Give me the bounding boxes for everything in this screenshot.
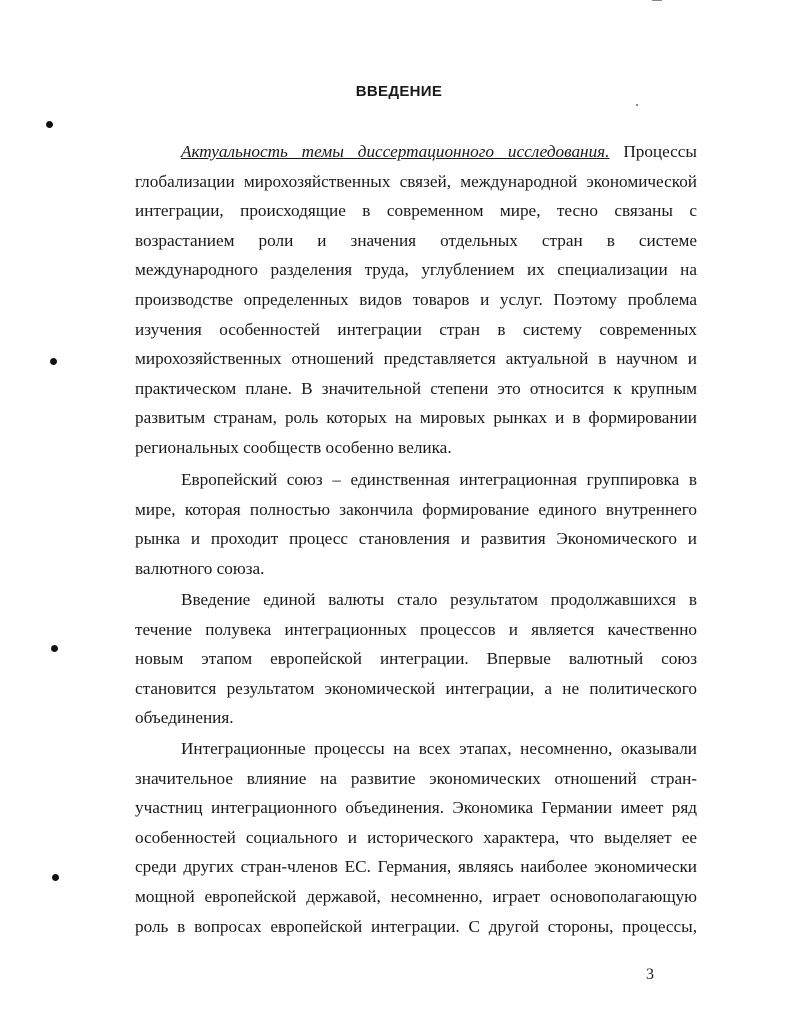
paragraph-line: мощной европейской державой, несомненно, играет основополагающую — [135, 886, 697, 906]
paragraph-eu — [135, 465, 697, 583]
paragraph-line: развитым странам, роль которых на мировых рынках и в формировании — [135, 408, 697, 428]
paragraph-line: производстве определенных видов товаров и услуг. Поэтому проблема — [135, 289, 697, 309]
page-title: ВВЕДЕНИЕ — [355, 83, 443, 100]
paragraph-line: региональных сообществ особенно велика. — [135, 437, 452, 457]
paragraph-line: объединения. — [135, 708, 234, 728]
binder-hole-mark — [51, 645, 58, 652]
binder-hole-mark — [50, 358, 57, 365]
paragraph-line: среди других стран-членов ЕС. Германия, являясь наиболее экономически — [135, 857, 697, 877]
paragraph-line: валютного союза. — [135, 558, 265, 578]
paragraph-integration — [135, 734, 697, 941]
paragraph-line: международного разделения труда, углублением их специализации на — [135, 260, 697, 280]
paragraph-line: мирохозяйственных отношений представляется актуальной в научном и — [135, 349, 697, 369]
paragraph-relevance — [135, 137, 697, 463]
paragraph-line: возрастанием роли и значения отдельных стран в системе — [135, 230, 697, 250]
paragraph-currency — [135, 585, 697, 733]
paragraph-line: мире, которая полностью закончила формирование единого внутреннего — [135, 499, 697, 519]
paragraph-line: рынка и проходит процесс становления и развития Экономического и — [135, 529, 697, 549]
paragraph-line: роль в вопросах европейской интеграции. С другой стороны, процессы, — [135, 916, 697, 936]
paragraph-line: значительное влияние на развитие экономических отношений стран- — [135, 768, 697, 788]
page-number: 3 — [646, 966, 654, 983]
text-run: Процессы — [609, 142, 697, 161]
paragraph-line — [135, 137, 697, 167]
paragraph-line: Европейский союз – единственная интеграционная группировка в — [181, 470, 697, 489]
paragraph-line: изучения особенностей интеграции стран в систему современных — [135, 319, 697, 339]
paragraph-line: особенностей социального и исторического характера, что выделяет ее — [135, 827, 697, 847]
paragraph-line: течение полувека интеграционных процессов и является качественно — [135, 619, 697, 639]
paragraph-line: интеграции, происходящие в современном мире, тесно связаны с — [135, 201, 697, 221]
paragraph-line: становится результатом экономической интеграции, а не политического — [135, 678, 697, 698]
paragraph-line: практическом плане. В значительной степени это относится к крупным — [135, 378, 697, 398]
paragraph-line: Интеграционные процессы на всех этапах, несомненно, оказывали — [181, 739, 697, 758]
binder-hole-mark — [46, 121, 53, 128]
paragraph-line: Введение единой валюты стало результатом продолжавшихся в — [181, 590, 697, 609]
paragraph-line: участниц интеграционного объединения. Экономика Германии имеет ряд — [135, 798, 697, 818]
paragraph-line: глобализации мирохозяйственных связей, международной экономической — [135, 171, 697, 191]
scan-speck — [652, 0, 662, 1]
topic-heading: Актуальность темы диссертационного исследования. — [181, 142, 610, 161]
scan-speck — [636, 104, 638, 106]
binder-hole-mark — [52, 874, 59, 881]
paragraph-line: новым этапом европейской интеграции. Впервые валютный союз — [135, 649, 697, 669]
